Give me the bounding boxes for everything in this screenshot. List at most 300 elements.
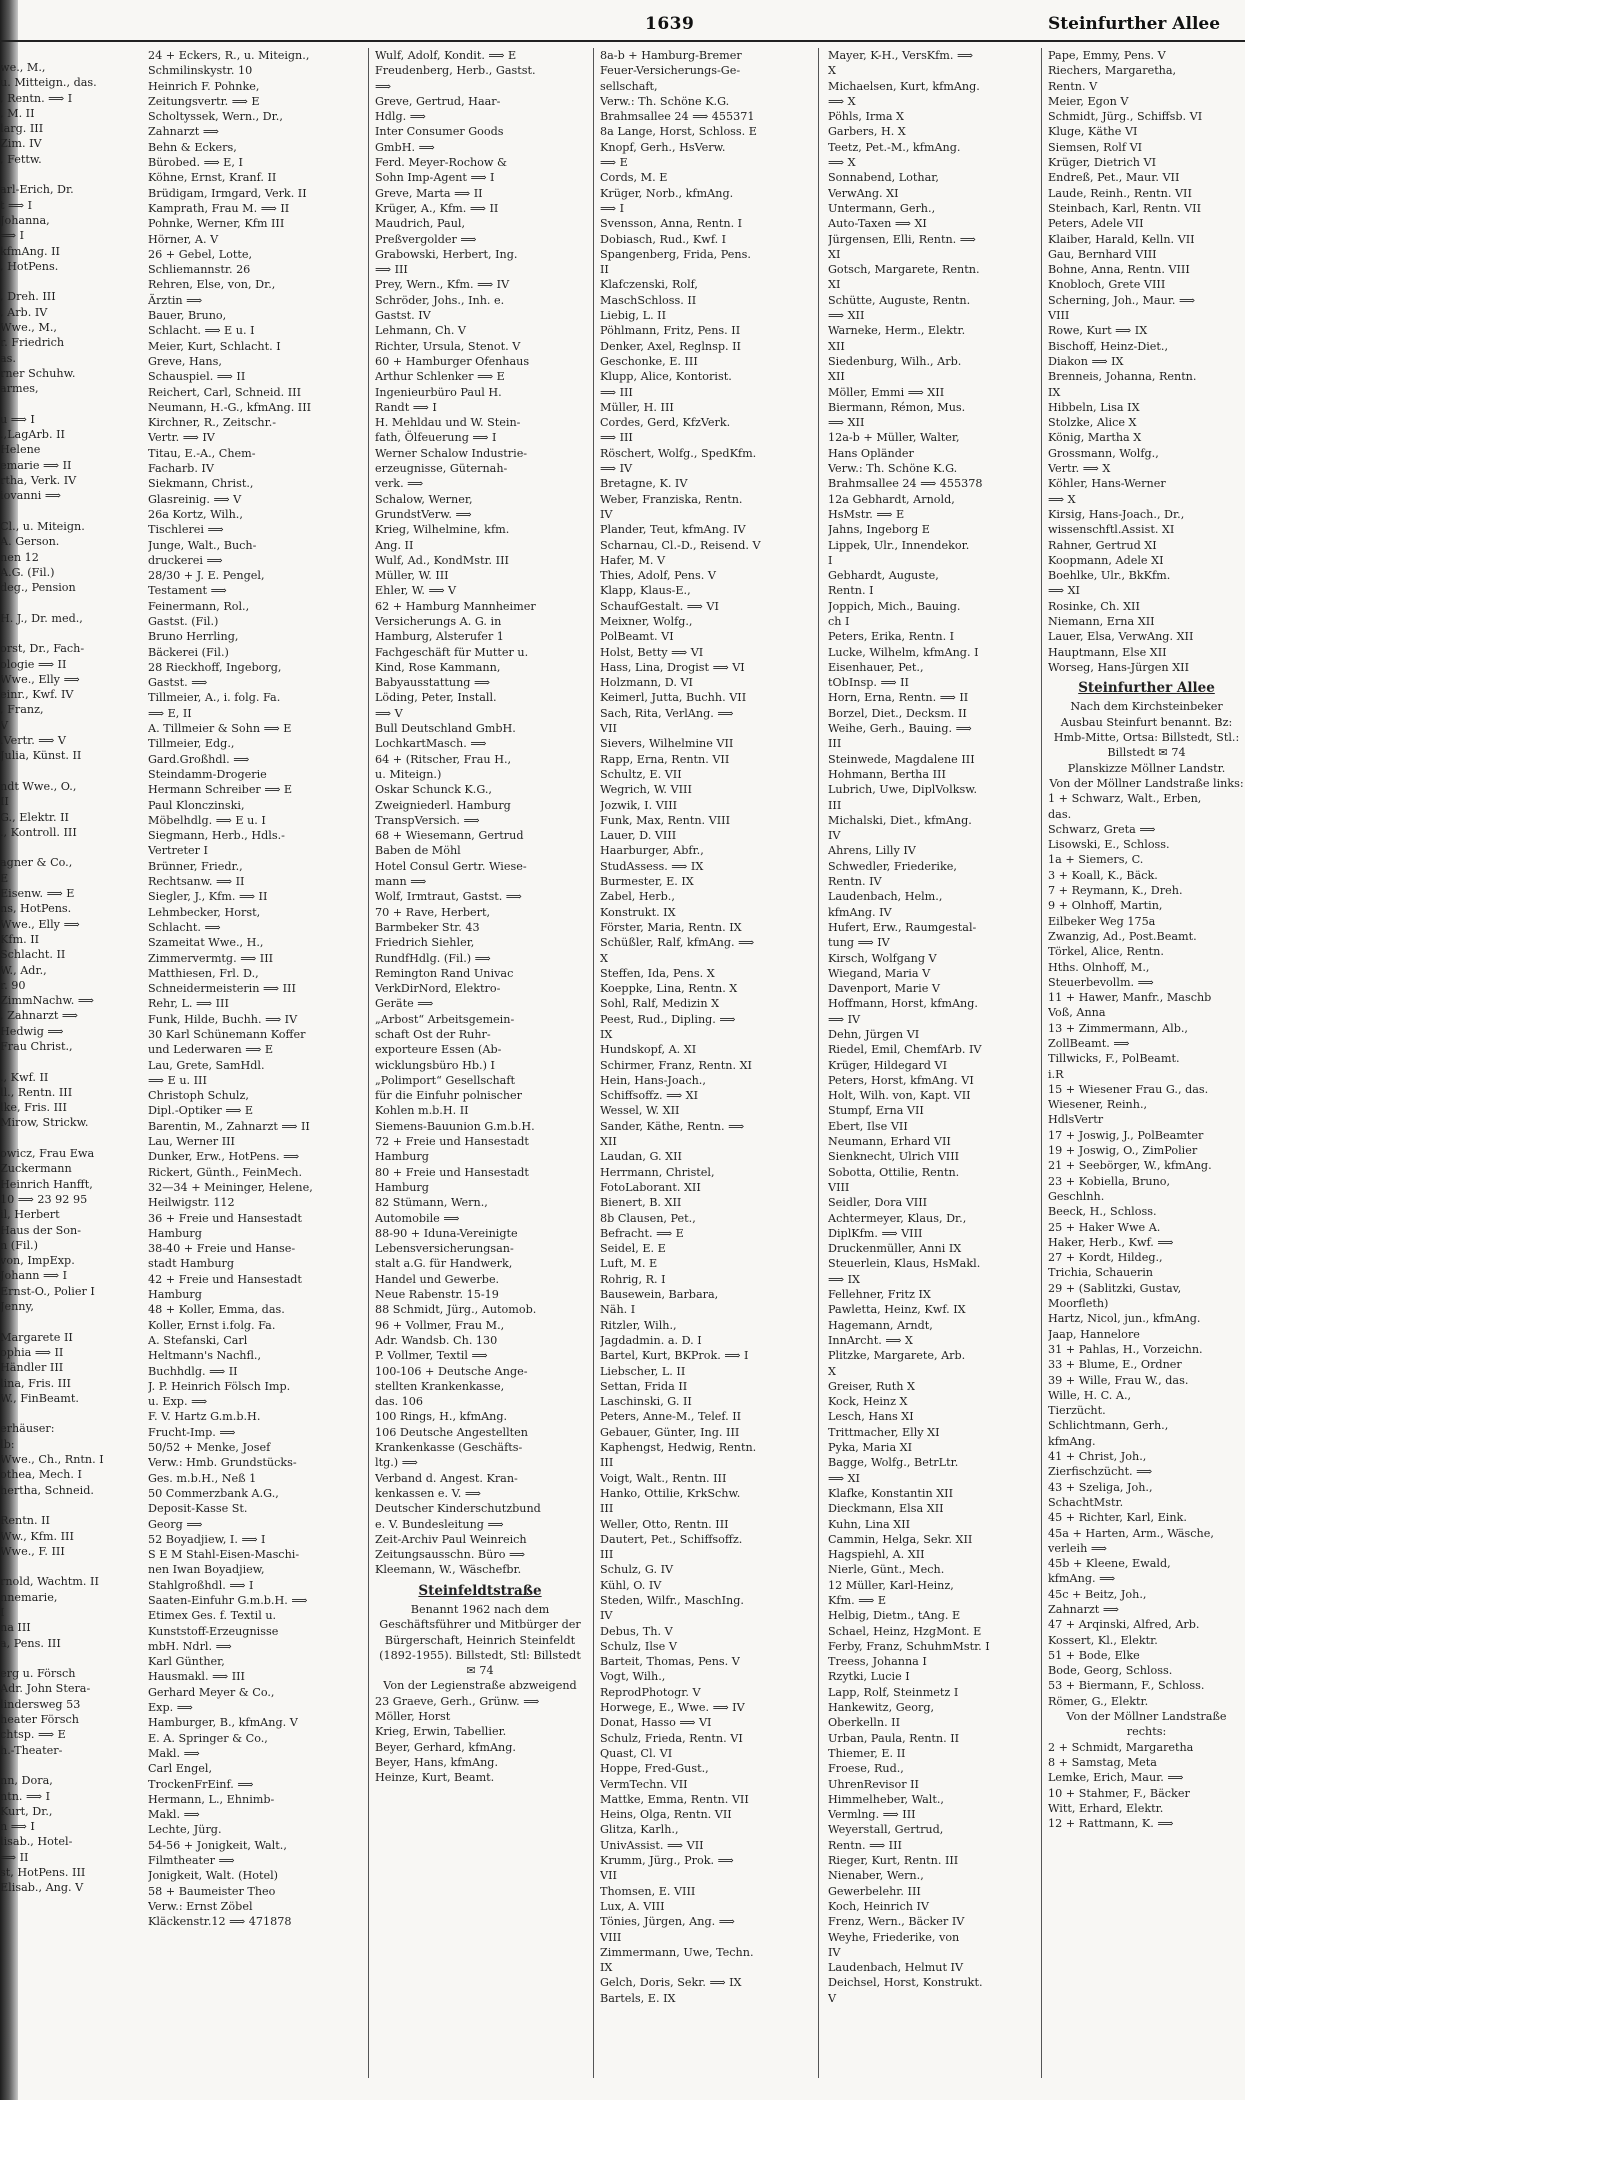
entry-line: Verw.: Th. Schöne K.G. (828, 462, 958, 476)
entry-line: Stahlgroßhdl. ⟹ I (148, 1578, 254, 1592)
street-section-title: Steinfeldtstraße (418, 1582, 542, 1599)
left-fragment-line: nn, Dora, (0, 1774, 53, 1788)
entry-line: Neumann, Erhard VII (828, 1135, 951, 1149)
entry-line: Dunker, Erw., HotPens. ⟹ (148, 1150, 300, 1164)
left-fragment-line (0, 1314, 120, 1329)
entry-line: A. Tillmeier & Sohn ⟹ E (148, 722, 292, 736)
entry-line: 33 + Blume, E., Ordner (1048, 1358, 1182, 1372)
entry-line: Bischoff, Heinz-Diet., (1048, 339, 1169, 353)
entry-line: Denker, Axel, Reglnsp. II (600, 339, 741, 353)
entry-line: Sievers, Wilhelmine VII (600, 737, 734, 751)
entry-line: Knobloch, Grete VIII (1048, 278, 1166, 292)
entry-line: Zimmervermtg. ⟹ III (148, 951, 274, 965)
left-fragment-line: r. Friedrich (0, 336, 65, 350)
entry-line: Ritzler, Wilh., (600, 1318, 677, 1332)
entry-line: Geschonke, E. III (600, 354, 698, 368)
column-divider (818, 48, 819, 2078)
entry-line: TranspVersich. ⟹ (375, 813, 480, 827)
entry-line: Hoppe, Fred-Gust., (600, 1762, 709, 1776)
entry-line: Kamprath, Frau M. ⟹ II (148, 201, 290, 215)
left-fragment-line: iovanni ⟹ (0, 489, 61, 503)
entry-line: InnArcht. ⟹ X (828, 1333, 913, 1347)
entry-line: 51 + Bode, Elke (1048, 1648, 1140, 1662)
entry-line: Gelch, Doris, Sekr. ⟹ IX (600, 1976, 742, 1990)
entry-line: Automobile ⟹ (375, 1211, 460, 1225)
page-header-title: Steinfurther Allee (1048, 14, 1221, 34)
left-fragment-line: t ⟹ I (0, 198, 33, 212)
entry-line: Näh. I (600, 1303, 636, 1317)
entry-line: Bürobed. ⟹ E, I (148, 156, 243, 170)
entry-line: ⟹ (375, 79, 392, 93)
left-fragment-line: Elisab., Ang. V (0, 1881, 84, 1895)
entry-line: Greve, Marta ⟹ II (375, 186, 483, 200)
entry-line: 10 + Stahmer, F., Bäcker (1048, 1786, 1190, 1800)
column-1 (148, 48, 358, 2078)
entry-line: Gebauer, Günter, Ing. III (600, 1425, 740, 1439)
entry-line: Horwege, E., Wwe. ⟹ IV (600, 1701, 745, 1715)
left-fragment-line: orst, Dr., Fach- (0, 642, 85, 656)
left-fragment-line: einr., Kwf. IV (0, 688, 74, 702)
left-fragment-line: n ⟹ I (0, 1820, 35, 1834)
entry-line: 12 Müller, Karl-Heinz, (828, 1578, 954, 1592)
entry-line: Thomsen, E. VIII (600, 1884, 696, 1898)
entry-line: IX (600, 1961, 613, 1975)
entry-line: Boehlke, Ulr., BkKfm. (1048, 569, 1171, 583)
entry-line: Möller, Horst (375, 1710, 451, 1724)
entry-line: Hass, Lina, Drogist ⟹ VI (600, 660, 745, 674)
left-fragment-line: ns, HotPens. (0, 902, 72, 916)
entry-line: I (828, 553, 833, 567)
entry-line: S E M Stahl-Eisen-Maschi- (148, 1548, 300, 1562)
entry-line: IV (828, 1945, 841, 1959)
entry-line: Kaphengst, Hedwig, Rentn. (600, 1441, 757, 1455)
entry-line: 29 + (Sablitzki, Gustav, (1048, 1281, 1182, 1295)
entry-line: Schulz, G. IV (600, 1563, 674, 1577)
entry-line: Gebhardt, Auguste, (828, 569, 939, 583)
entry-line: Karl Günther, (148, 1655, 225, 1669)
entry-line: Achtermeyer, Klaus, Dr., (828, 1211, 967, 1225)
entry-line: erzeugnisse, Güternah- (375, 462, 508, 476)
entry-line: Lauer, D. VIII (600, 829, 677, 843)
entry-line: Warneke, Herm., Elektr. (828, 324, 966, 338)
entry-line: Ahrens, Lilly IV (828, 844, 916, 858)
left-fragment-line: II (0, 795, 9, 809)
entry-line: Kfm. ⟹ E (828, 1593, 886, 1607)
entry-line: Köhne, Ernst, Kranf. II (148, 171, 277, 185)
left-fragment-line: u. Mitteign., das. (0, 76, 97, 90)
entry-line: Hartz, Nicol, jun., kfmAng. (1048, 1312, 1201, 1326)
entry-line: 38-40 + Freie und Hanse- (148, 1242, 296, 1256)
entry-line: Adr. Wandsb. Ch. 130 (375, 1333, 498, 1347)
entry-line: Eilbeker Weg 175a (1048, 914, 1156, 928)
entry-line: III (828, 798, 842, 812)
left-fragment-line: E (0, 871, 9, 885)
entry-line: IV (828, 829, 841, 843)
entry-line: 36 + Freie und Hansestadt (148, 1211, 302, 1225)
entry-line: Pyka, Maria XI (828, 1441, 913, 1455)
entry-line: Tierzücht. (1048, 1404, 1106, 1418)
entry-line: Krieg, Wilhelmine, kfm. (375, 523, 510, 537)
entry-line: Bruno Herrling, (148, 630, 239, 644)
entry-line: das. 106 (375, 1395, 424, 1409)
entry-line: Trittmacher, Elly XI (828, 1425, 940, 1439)
entry-line: Schmidt, Jürg., Schiffsb. VI (1048, 110, 1203, 124)
entry-line: VII (600, 722, 617, 736)
entry-line: X (828, 64, 836, 78)
entry-line: Tillmeier, A., i. folg. Fa. (148, 691, 281, 705)
left-fragment-line: Ww., Kfm. III (0, 1529, 74, 1543)
left-fragment-line: Rentn. II (0, 1514, 50, 1528)
left-fragment-line: Hedwig ⟹ (0, 1024, 64, 1038)
entry-line: Beyer, Gerhard, kfmAng. (375, 1740, 516, 1754)
left-fragment-line (0, 1651, 120, 1666)
entry-line: 9 + Olnhoff, Martin, (1048, 899, 1163, 913)
entry-line: Feinermann, Rol., (148, 599, 250, 613)
entry-line: Maudrich, Paul, (375, 217, 466, 231)
entry-line: 88-90 + Iduna-Vereinigte (375, 1226, 518, 1240)
entry-line: LochkartMasch. ⟹ (375, 737, 487, 751)
entry-line: Behn & Eckers, (148, 140, 237, 154)
entry-line: Laschinski, G. II (600, 1395, 692, 1409)
entry-line: Zahnarzt ⟹ (148, 125, 219, 139)
entry-line: Herrmann, Christel, (600, 1165, 715, 1179)
entry-line: tObInsp. ⟹ II (828, 676, 909, 690)
entry-line: Bohne, Anna, Rentn. VIII (1048, 263, 1190, 277)
entry-line: 100 Rings, H., kfmAng. (375, 1410, 508, 1424)
entry-line: Beeck, H., Schloss. (1048, 1205, 1157, 1219)
left-fragment-line: r. 90 (0, 978, 26, 992)
entry-line: IV (600, 507, 613, 521)
entry-line: Zahnarzt ⟹ (1048, 1602, 1119, 1616)
entry-line: Lehmann, Ch. V (375, 324, 467, 338)
entry-line: III (828, 737, 842, 751)
entry-line: 70 + Rave, Herbert, (375, 905, 491, 919)
entry-line: Garbers, H. X (828, 125, 906, 139)
entry-line: Treess, Johanna I (828, 1655, 927, 1669)
left-fragment-line: .Vertr. ⟹ V (0, 734, 66, 748)
entry-line: Scherning, Joh., Maur. ⟹ (1048, 293, 1196, 307)
entry-line: Bretagne, K. IV (600, 477, 688, 491)
entry-line: Röschert, Wolfg., SpedKfm. (600, 446, 757, 460)
entry-line: fath, Ölfeuerung ⟹ I (375, 431, 497, 445)
entry-line: Versicherungs A. G. in (375, 614, 502, 628)
left-fragment-line: Helene (0, 443, 41, 457)
entry-line: 48 + Koller, Emma, das. (148, 1303, 285, 1317)
left-fragment-line: Mirow, Strickw. (0, 1116, 89, 1130)
entry-line: Bartel, Kurt, BKProk. ⟹ I (600, 1349, 749, 1363)
entry-line: Möller, Emmi ⟹ XII (828, 385, 945, 399)
entry-line: Christoph Schulz, (148, 1089, 249, 1103)
left-fragment-line: Wwe., Elly ⟹ (0, 672, 80, 686)
left-fragment-line: lke, Fris. III (0, 1101, 67, 1115)
entry-line: Hundskopf, A. XI (600, 1043, 697, 1057)
entry-line: Lippek, Ulr., Innendekor. (828, 538, 970, 552)
entry-line: Rechtsanw. ⟹ II (148, 875, 245, 889)
entry-line: Holt, Wilh. von, Kapt. VII (828, 1089, 971, 1103)
entry-line: III (600, 1502, 614, 1516)
left-fragment-line (0, 1559, 120, 1574)
entry-line: Lubrich, Uwe, DiplVolksw. (828, 783, 978, 797)
entry-line: Saaten-Einfuhr G.m.b.H. ⟹ (148, 1593, 308, 1607)
entry-line: ⟹ X (828, 94, 856, 108)
entry-line: Thies, Adolf, Pens. V (600, 569, 716, 583)
entry-line: 25 + Haker Wwe A. (1048, 1220, 1161, 1234)
entry-line: „Polimport“ Gesellschaft (375, 1073, 515, 1087)
entry-line: 27 + Kordt, Hildeg., (1048, 1251, 1163, 1265)
entry-line: Vertr. ⟹ X (1048, 462, 1111, 476)
entry-line: 28 Rieckhoff, Ingeborg, (148, 660, 282, 674)
entry-line: Tischlerei ⟹ (148, 523, 224, 537)
entry-line: Schwedler, Friederike, (828, 859, 957, 873)
left-fragment-line: nen 12 (0, 550, 39, 564)
entry-line: Laude, Reinh., Rentn. VII (1048, 186, 1192, 200)
entry-line: Babyausstattung ⟹ (375, 676, 491, 690)
column-3 (600, 48, 810, 2078)
entry-line: Befracht. ⟹ E (600, 1226, 684, 1240)
left-fragment-line: W., Adr., (0, 963, 47, 977)
entry-line: Buchhdlg. ⟹ II (148, 1364, 238, 1378)
entry-line: Michaelsen, Kurt, kfmAng. (828, 79, 980, 93)
entry-line: Hanko, Ottilie, KrkSchw. (600, 1486, 741, 1500)
entry-line: 45 + Richter, Karl, Eink. (1048, 1511, 1187, 1525)
entry-line: tung ⟹ IV (828, 936, 890, 950)
entry-line: Fachgeschäft für Mutter u. (375, 645, 529, 659)
header-rule (0, 40, 1245, 42)
entry-line: Mayer, K-H., VersKfm. ⟹ (828, 49, 974, 62)
entry-line: F. V. Hartz G.m.b.H. (148, 1410, 261, 1424)
entry-line: 80 + Freie und Hansestadt (375, 1165, 529, 1179)
entry-line: Brahmsallee 24 ⟹ 455371 (600, 110, 755, 124)
entry-line: Donat, Hasso ⟹ VI (600, 1716, 712, 1730)
entry-line: Teetz, Pet.-M., kfmAng. (828, 140, 961, 154)
entry-line: Schwarz, Greta ⟹ (1048, 822, 1156, 836)
left-fragment-line: V (0, 718, 9, 732)
entry-line: 8b Clausen, Pet., (600, 1211, 696, 1225)
entry-line: Arthur Schlenker ⟹ E (375, 370, 505, 384)
entry-line: Deposit-Kasse St. (148, 1502, 248, 1516)
entry-line: Untermann, Gerh., (828, 201, 936, 215)
entry-line: Oberkelln. II (828, 1716, 901, 1730)
entry-line: Ebert, Ilse VII (828, 1119, 908, 1133)
entry-line: Svensson, Anna, Rentn. I (600, 217, 743, 231)
entry-line: druckerei ⟹ (148, 553, 223, 567)
left-fragment-line: H. J., Dr. med., (0, 611, 83, 625)
entry-line: Werner Schalow Industrie- (375, 446, 528, 460)
entry-line: GmbH. ⟹ (375, 140, 435, 154)
entry-line: Haarburger, Abfr., (600, 844, 704, 858)
entry-line: u. Miteign.) (375, 767, 442, 781)
entry-line: Zabel, Herb., (600, 890, 675, 904)
entry-line: Lapp, Rolf, Steinmetz I (828, 1685, 959, 1699)
entry-line: 7 + Reymann, K., Dreh. (1048, 884, 1183, 898)
left-fragment-line: lb: (0, 1437, 15, 1451)
entry-line: E. A. Springer & Co., (148, 1731, 268, 1745)
entry-line: Luft, M. E (600, 1257, 658, 1271)
entry-line: Rickert, Günth., FeinMech. (148, 1165, 302, 1179)
left-fragment-line: Zim. IV (0, 137, 42, 151)
left-fragment-line: Eisenw. ⟹ E (0, 887, 75, 901)
entry-line: Sobotta, Ottilie, Rentn. (828, 1165, 960, 1179)
entry-line: Lebensversicherungsan- (375, 1242, 514, 1256)
entry-line: Hagspiehl, A. XII (828, 1548, 925, 1562)
entry-line: Fellehner, Fritz IX (828, 1288, 931, 1302)
entry-line: Kuhn, Lina XII (828, 1517, 911, 1531)
entry-line: Sienknecht, Ulrich VIII (828, 1150, 960, 1164)
entry-line: Holzmann, D. VI (600, 676, 693, 690)
entry-line: für die Einfuhr polnischer (375, 1089, 523, 1103)
entry-line: Köhler, Hans-Werner (1048, 477, 1166, 491)
entry-line: Siedenburg, Wilh., Arb. (828, 354, 962, 368)
entry-line: J. P. Heinrich Fölsch Imp. (148, 1379, 291, 1393)
entry-line: Ärztin ⟹ (148, 293, 203, 307)
entry-line: Diakon ⟹ IX (1048, 354, 1124, 368)
entry-line: Lux, A. VIII (600, 1899, 665, 1913)
left-fragment-line: ⟹ I (0, 229, 25, 243)
entry-line: Geschlnh. (1048, 1189, 1105, 1203)
left-fragment-line: emarie ⟹ II (0, 458, 72, 472)
entry-line: Nienaber, Wern., (828, 1869, 924, 1883)
entry-line: X (828, 1364, 836, 1378)
entry-line: Kock, Heinz X (828, 1395, 908, 1409)
entry-line: Reichert, Carl, Schneid. III (148, 385, 302, 399)
entry-line: ⟹ III (600, 431, 633, 445)
left-fragment-line: ⟹ II (0, 1850, 29, 1864)
entry-line: 30 Karl Schünemann Koffer (148, 1028, 306, 1041)
entry-line: XI (828, 247, 841, 261)
entry-line: Junge, Walt., Buch- (148, 538, 257, 552)
entry-line: Hotel Consul Gertr. Wiese- (375, 859, 527, 873)
entry-line: Steuerlein, Klaus, HsMakl. (828, 1257, 981, 1271)
entry-line: Krieg, Erwin, Tabellier. (375, 1725, 507, 1739)
entry-line: Knopf, Gerh., HsVerw. (600, 140, 726, 154)
entry-line: 28/30 + J. E. Pengel, (148, 569, 265, 583)
entry-line: VIII (828, 1180, 850, 1194)
entry-line: Glasreinig. ⟹ V (148, 492, 242, 506)
entry-line: Gastst. ⟹ (148, 676, 208, 690)
entry-line: Holst, Betty ⟹ VI (600, 645, 704, 659)
entry-line: Barentin, M., Zahnarzt ⟹ II (148, 1119, 310, 1133)
left-fragment-line: Wwe., F. III (0, 1544, 65, 1558)
entry-line: Titau, E.-A., Chem- (148, 446, 256, 460)
left-fragment-line: .,LagArb. II (0, 428, 65, 442)
left-fragment-line (0, 1758, 120, 1773)
left-fragment-line: ., Kontroll. III (0, 825, 77, 839)
entry-line: Cordes, Gerd, KfzVerk. (600, 416, 731, 430)
entry-line: Keimerl, Jutta, Buchh. VII (600, 691, 747, 705)
entry-line: Helbig, Dietm., tAng. E (828, 1609, 961, 1623)
entry-line: Plitzke, Margarete, Arb. (828, 1349, 966, 1363)
entry-line: VermTechn. VII (600, 1777, 688, 1791)
entry-line: Frucht-Imp. ⟹ (148, 1425, 236, 1439)
left-fragment-line: ndt Wwe., O., (0, 779, 77, 793)
entry-line: Verband d. Angest. Kran- (375, 1471, 518, 1485)
entry-line: Pape, Emmy, Pens. V (1048, 49, 1166, 62)
entry-line: 60 + Hamburger Ofenhaus (375, 354, 530, 368)
entry-line: Barmbeker Str. 43 (375, 920, 480, 934)
entry-line: Frenz, Wern., Bäcker IV (828, 1915, 965, 1929)
entry-line: Vogt, Wilh., (600, 1670, 666, 1684)
entry-line: Hamburg, Alsterufer 1 (375, 630, 504, 644)
left-fragment-line: heater Försch (0, 1713, 79, 1727)
entry-line: Preßvergolder ⟹ (375, 232, 477, 246)
entry-line: Seidel, E. E (600, 1242, 666, 1256)
entry-line: Rohrig, R. I (600, 1272, 666, 1286)
street-direction-right: Von der Möllner Landstraße rechts: (1066, 1710, 1227, 1739)
entry-line: 1a + Siemers, C. (1048, 853, 1144, 867)
entry-line: Jozwik, I. VIII (600, 798, 678, 812)
entry-line: Wessel, W. XII (600, 1104, 680, 1118)
left-fragment-line: G., Elektr. II (0, 810, 69, 824)
entry-line: Funk, Max, Rentn. VIII (600, 813, 731, 827)
entry-line: Schael, Heinz, HzgMont. E (828, 1624, 982, 1638)
left-fragment-line (0, 626, 120, 641)
entry-line: Spangenberg, Frida, Pens. (600, 247, 751, 261)
entry-line: Siegmann, Herb., Hdls.- (148, 829, 285, 843)
left-fragment-line: , HotPens. (0, 259, 59, 273)
entry-line: ⟹ III (375, 263, 408, 277)
entry-line: Vertr. ⟹ IV (148, 431, 215, 445)
entry-line: 12a-b + Müller, Walter, (828, 431, 960, 445)
left-fragment-line: , Franz, (0, 703, 44, 717)
entry-line: Rapp, Erna, Rentn. VII (600, 752, 730, 766)
entry-line: 39 + Wille, Frau W., das. (1048, 1373, 1189, 1387)
left-fragment-line (0, 595, 120, 610)
entry-line: Rosinke, Ch. XII (1048, 599, 1140, 613)
entry-line: Cammin, Helga, Sekr. XII (828, 1532, 973, 1546)
entry-line: kfmAng. (1048, 1434, 1096, 1448)
entry-line: Voigt, Walt., Rentn. III (600, 1471, 727, 1485)
entry-line: Laudenbach, Helm., (828, 890, 943, 904)
entry-line: verk. ⟹ (375, 477, 424, 491)
entry-line: Moorfleth) (1048, 1297, 1109, 1311)
entry-line: Schlacht. ⟹ (148, 920, 221, 934)
street-direction: Von der Legienstraße abzweigend (383, 1679, 577, 1693)
entry-line: Glitza, Karlh., (600, 1823, 679, 1837)
left-fragment-line: Heinrich Hanfft, (0, 1177, 93, 1191)
entry-line: 96 + Vollmer, Frau M., (375, 1318, 505, 1332)
entry-line: Kirsch, Wolfgang V (828, 951, 937, 965)
entry-line: Feuer-Versicherungs-Ge- (600, 64, 741, 78)
entry-line: stalt a.G. für Handwerk, (375, 1257, 513, 1271)
entry-line: Richter, Ursula, Stenot. V (375, 339, 521, 353)
entry-line: Jonigkeit, Walt. (Hotel) (148, 1869, 279, 1883)
left-fragment-line: Frau Christ., (0, 1040, 73, 1053)
entry-line: III (600, 1456, 614, 1470)
entry-line: 41 + Christ, Joh., (1048, 1450, 1147, 1464)
entry-line: Gastst. (Fil.) (148, 614, 219, 628)
entry-line: XII (828, 339, 845, 353)
left-fragment-line: ologie ⟹ II (0, 657, 67, 671)
entry-line: FotoLaborant. XII (600, 1180, 701, 1194)
entry-line: Hufert, Erw., Raumgestal- (828, 920, 977, 934)
entry-line: Hohmann, Bertha III (828, 767, 946, 781)
entry-line: Bienert, B. XII (600, 1196, 682, 1210)
entry-line: Wolf, Irmtraut, Gastst. ⟹ (375, 890, 522, 904)
entry-line: Siemsen, Rolf VI (1048, 140, 1143, 154)
entry-line: Urban, Paula, Rentn. II (828, 1731, 960, 1745)
entry-line: nen Iwan Boyadjiew, (148, 1563, 265, 1577)
entry-line: A. Stefanski, Carl (148, 1333, 248, 1347)
entry-line: Klaiber, Harald, Kelln. VII (1048, 232, 1195, 246)
entry-line: Meixner, Wolfg., (600, 614, 693, 628)
left-fragment-line: ZimmNachw. ⟹ (0, 994, 94, 1008)
entry-line: DiplKfm. ⟹ VIII (828, 1226, 923, 1240)
entry-line: Sander, Käthe, Rentn. ⟹ (600, 1119, 745, 1133)
entry-line: Zeitungsvertr. ⟹ E (148, 94, 260, 108)
column-divider (1041, 48, 1042, 2078)
entry-line: Meier, Egon V (1048, 94, 1129, 108)
entry-line: Gotsch, Margarete, Rentn. (828, 263, 980, 277)
